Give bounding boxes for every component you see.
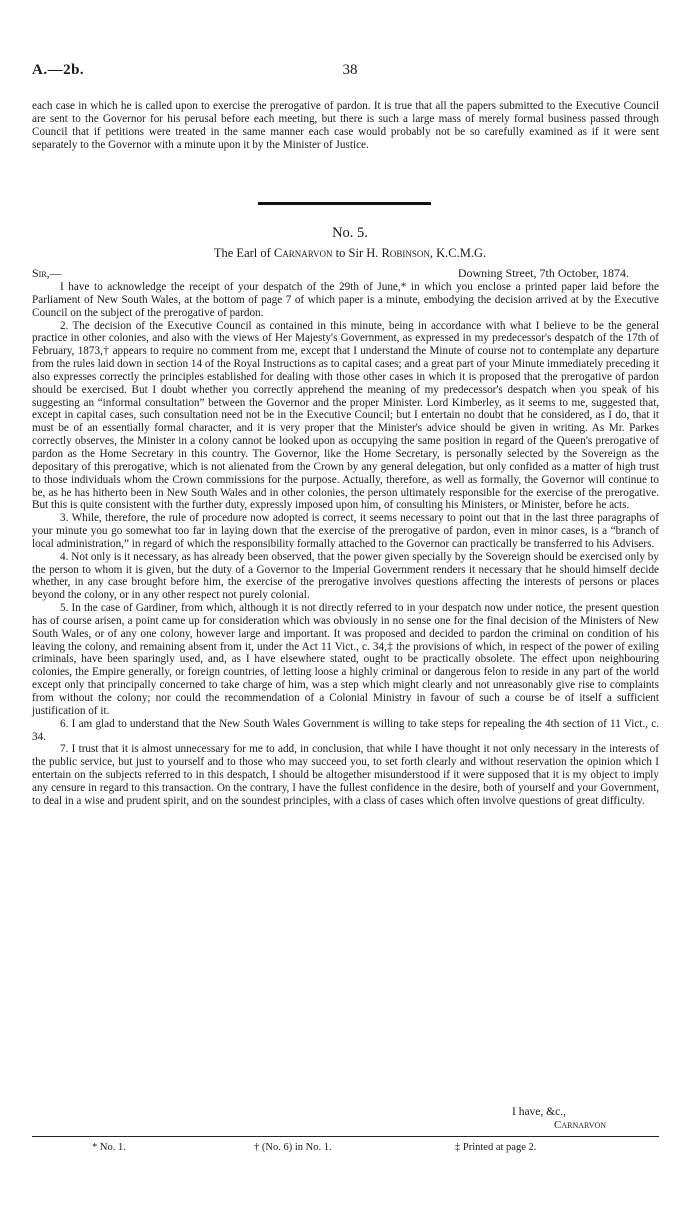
page-number: 38 [342,62,358,78]
paragraph-7: 7. I trust that it is almost unnecessary for me to add, in conclusion, that while I have thought it not only necessary in the interests of the public service, but just to yourself and to those who may succeed you, to set forth clearly and without reservation the opinion which I entertain on the subjects referred to in this despatch, I should be altogether misunderstood if it were supposed that it is my object to imply any censure in regard to this transaction. On the contrary, I have the fullest confidence in the desire, both of yourself and your Government, to deal in a wise and prudent spirit, and on the soundest principles, with a class of cases which often involve questions of great difficulty. [32,743,659,807]
salutation-line [32,266,659,280]
recipient-name: Robinson [381,246,430,260]
salutation: Sir,— [32,266,62,280]
signature: Carnarvon [554,1119,607,1131]
document-title [0,246,700,261]
closing-phrase: I have, &c., [512,1106,566,1118]
series-reference: A.—2b. [32,62,85,78]
paragraph-3: 3. While, therefore, the rule of procedure now adopted is correct, it seems necessary to point out that in the last three paragraphs of your minute you go somewhat too far in laying down that the exercise of the prerogative of pardon, even in minor cases, is a “branch of local administration,” in regard of which the responsibility formally attached to the Governor can practically be transferred to his Advisers. [32,512,659,550]
footnote-2: † (No. 6) in No. 1. [254,1142,332,1153]
paragraph-2: 2. The decision of the Executive Council as contained in this minute, being in accordance with what I believe to be the general practice in other colonies, and also with the views of Her Majesty's Government, as expressed in my predecessor's despatch of the 17th of February, 1873,† appears to require no comment from me, except that I understand the Minute of course not to contemplate any departure from the rules laid down in section 14 of the Royal Instructions as to capital cases; and a great part of your Minute immediately preceding it also expresses correctly the principles established for dealing with those other cases in which it is proposed that the prerogative of pardon should be exercised. But I doubt whether you correctly apprehend the meaning of my predecessor's despatch when you speak of his suggesting an “informal consultation” between the Governor and the proper Minister. Lord Kimberley, as it seems to me, suggested that, except in capital cases, such consultation need not be in the Executive Council; but I entertain no doubt that he considered, as I do, that it must be of an essentially formal character, and it is very proper that the Minister's advice should be given in writing. As Mr. Parkes correctly observes, the Minister in a colony cannot be looked upon as occupying the same position in regard of the Queen's prerogative of pardon as the Home Secretary in this country. The Governor, like the Home Secretary, is personally selected by the Sovereign as the depositary of this prerogative, which is not alienated from the Crown by any general delegation, but only confided as a matter of high trust to those individuals whom the Crown commissions for the purpose. Actually, therefore, as well as formally, the Governor will continue to be, as he has hitherto been in New South Wales and in other colonies, the person ultimately responsible for the exercise of the prerogative. But this is quite consistent with the further duty, expressly imposed upon him, of consulting his Ministers, or Minister, before he acts. [32,319,659,512]
sender-name: Carnarvon [273,246,333,260]
footnote-rule [32,1136,659,1137]
paragraph-text: each case in which he is called upon to exercise the prerogative of pardon. It is true that all the papers submitted to the Executive Council are sent to the Governor for his perusal before each meeting, but there is such a large mass of merely formal business passed through Council that if petitions were treated in the same manner each case would probably not be so carefully examined as if it were sent separately to the Governor with a minute upon it by the Minister of Justice. [32,100,659,151]
letter-body [32,281,659,808]
footnotes [0,1142,700,1156]
footnote-3: ‡ Printed at page 2. [455,1142,537,1153]
recipient-suffix: , K.C.M.G. [429,246,487,260]
document-number: No. 5. [332,225,368,241]
section-divider [258,202,431,205]
paragraph-5: 5. In the case of Gardiner, from which, although it is not directly referred to in your despatch now under notice, the present question has of course arisen, a point came up for consideration which was obviously in no sense one for the final decision of the Ministers of New South Wales, or of any one colony, however large and important. It was proposed and decided to pardon the criminal on condition of his leaving the colony, and remaining absent from it, under the Act 11 Vict., c. 34,‡ the provisions of which, in respect of the power of exiling criminals, have been sparingly used, and, as I have elsewhere stated, ought to be practically obsolete. The effect upon neighbouring colonies, the Empire generally, or foreign countries, of letting loose a highly criminal or dangerous felon to reside in any part of the world except only that principally concerned to take charge of him, was a step which might clearly and not unreasonably give rise to complaints from without the colony; nor could the recommendation of a Colonial Ministry in favour of such a course be of itself a sufficient justification of it. [32,602,659,717]
footnote-1: * No. 1. [92,1142,126,1153]
paragraph-6: 6. I am glad to understand that the New South Wales Government is willing to take steps for repealing the 4th section of 11 Vict., c. 34. [32,717,659,743]
intro-paragraph [32,100,659,151]
title-mid: to Sir H. [335,246,379,260]
paragraph-4: 4. Not only is it necessary, as has already been observed, that the power given specially by the Sovereign should be exercised only by the person to whom it is given, but the duty of a Governor to the Imperial Government renders it necessary that he should himself decide whether, in any case brought before him, the exercise of the prerogative involves questions affecting the interests of persons or places beyond the colony, or in any other respect not purely colonial. [32,550,659,602]
paragraph-1: I have to acknowledge the receipt of your despatch of the 29th of June,* in which you enclose a printed paper laid before the Parliament of New South Wales, at the bottom of page 7 of which paper is a minute, embodying the decision arrived at by the Executive Council on the subject of the prerogative of pardon. [32,281,659,319]
title-prefix: The Earl of [213,246,271,260]
place-date: Downing Street, 7th October, 1874. [457,266,629,280]
